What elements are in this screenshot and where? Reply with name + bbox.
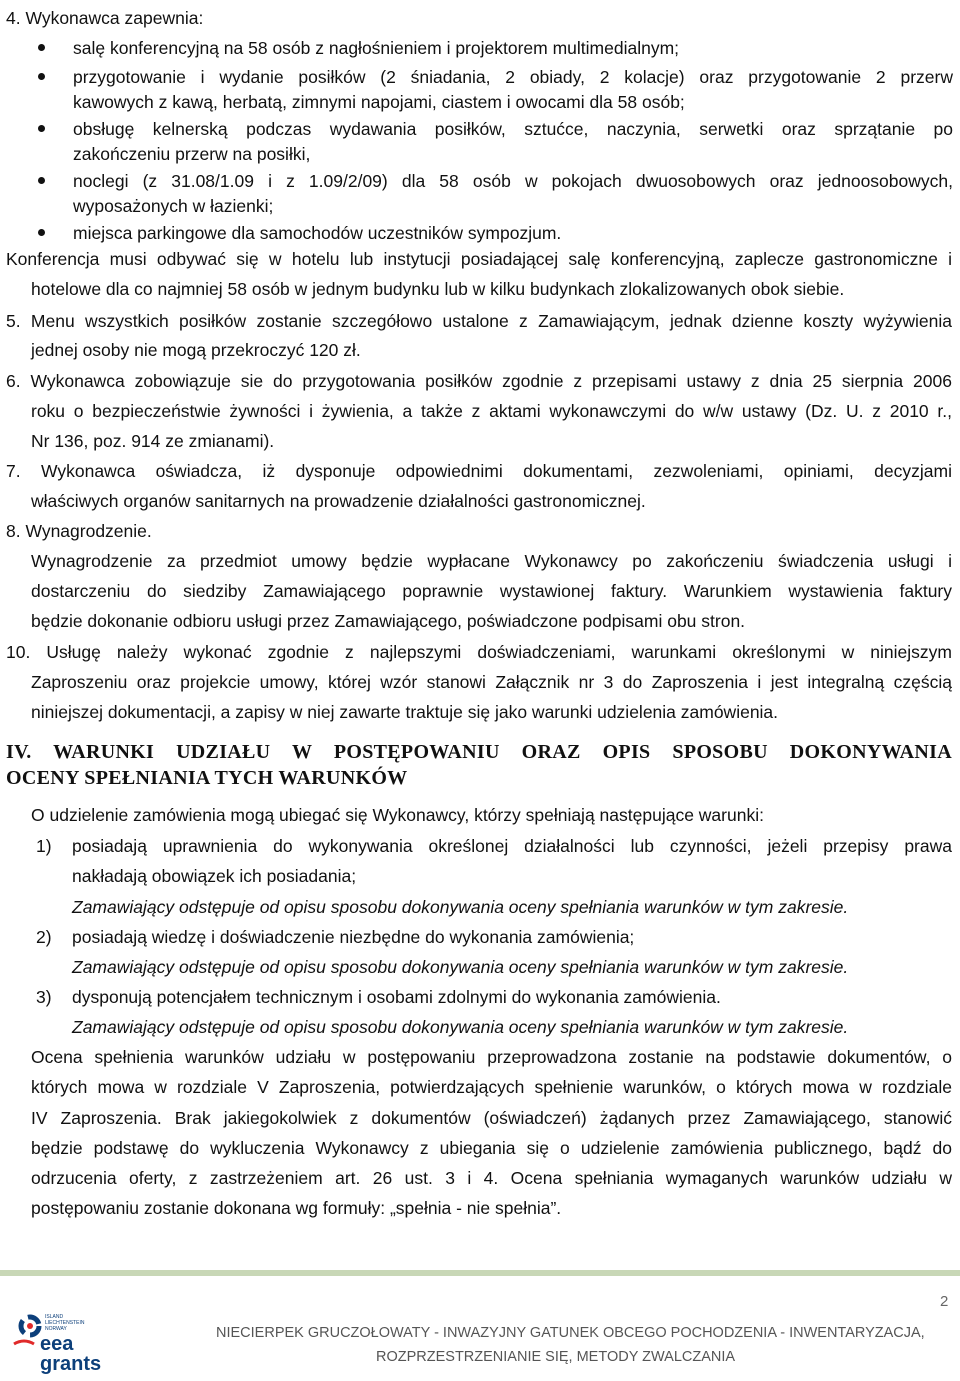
footer-divider xyxy=(0,1270,960,1276)
logo-country-2: LIECHTENSTEIN xyxy=(45,1320,85,1326)
condition-3-note: Zamawiający odstępuje od opisu sposobu dokonywania oceny spełniania warunków w tym zakresie. xyxy=(72,1017,849,1037)
bullet-icon xyxy=(38,44,45,51)
bullet-icon xyxy=(38,73,45,80)
section7-line-1: 7. Wykonawca oświadcza, iż dysponuje odpowiednimi dokumentami, zezwoleniami, opiniami, decyzjami xyxy=(6,461,952,481)
footer-title-line-1: NIECIERPEK GRUCZOŁOWATY - INWAZYJNY GATUNEK OBCEGO POCHODZENIA - INWENTARYZACJA, xyxy=(216,1325,925,1341)
closing-line-1: Ocena spełnienia warunków udziału w postępowaniu przeprowadzona zostanie na podstawie dokumentów, o xyxy=(31,1047,952,1067)
section5-line-2: jednej osoby nie mogą przekroczyć 120 zł. xyxy=(31,340,361,360)
section4-para-1: Konferencja musi odbywać się w hotelu lub instytucji posiadającej salę konferencyjną, zaplecze gastronomiczne i xyxy=(6,249,952,269)
section4-bullet-1: salę konferencyjną na 58 osób z nagłośnieniem i projektorem multimedialnym; xyxy=(73,38,680,58)
section8-line-2: dostarczeniu do siedziby Zamawiającego poprawnie wystawionej faktury. Warunkiem wystawienia faktury xyxy=(31,581,952,601)
section7-line-2: właściwych organów sanitarnych na prowadzenie działalności gastronomicznej. xyxy=(31,491,646,511)
closing-line-2: których mowa w rozdziale V Zaproszenia, potwierdzających spełnienie warunków, o których mowa w rozdziale xyxy=(31,1077,952,1097)
section4-para-2: hotelowe dla co najmniej 58 osób w jednym budynku lub w kilku budynkach zlokalizowanych obok siebie. xyxy=(31,279,845,299)
bullet-icon xyxy=(38,125,45,132)
closing-line-4: będzie podstawę do wykluczenia Wykonawcy z ubiegania się o udzielenie zamówienia publicznego, bądź do xyxy=(31,1138,952,1158)
section4-bullet-5: miejsca parkingowe dla samochodów uczestników sympozjum. xyxy=(73,223,562,243)
condition-3-line-1: dysponują potencjałem technicznym i osobami zdolnymi do wykonania zamówienia. xyxy=(72,987,721,1007)
section10-line-3: niniejszej dokumentacji, a zapisy w niej zawarte traktuje się jako warunki udzielenia zamówienia. xyxy=(31,702,779,722)
bullet-icon xyxy=(38,177,45,184)
condition-1-line-2: nakładają obowiązek ich posiadania; xyxy=(72,866,357,886)
section-heading-line-1: IV. WARUNKI UDZIAŁU W POSTĘPOWANIU ORAZ OPIS SPOSOBU DOKONYWANIA xyxy=(6,741,952,763)
section10-line-1: 10. Usługę należy wykonać zgodnie z najlepszymi doświadczeniami, warunkami określonymi w niniejszym xyxy=(6,642,952,662)
section6-line-1: 6. Wykonawca zobowiązuje sie do przygotowania posiłków zgodnie z przepisami ustawy z dnia 25 sierpnia 2006 xyxy=(6,371,952,391)
section4-bullet-3a: obsługę kelnerską podczas wydawania posiłków, sztućce, naczynia, serwetki oraz sprzątanie po xyxy=(73,119,953,139)
condition-2-line-1: posiadają wiedzę i doświadczenie niezbędne do wykonania zamówienia; xyxy=(72,927,635,947)
section4-intro: 4. Wykonawca zapewnia: xyxy=(6,8,204,28)
section8-line-3: będzie dokonanie odbioru usługi przez Zamawiającego, poświadczone podpisami obu stron. xyxy=(31,611,746,631)
condition-number: 3) xyxy=(36,987,52,1007)
section4-bullet-3b: zakończeniu przerw na posiłki, xyxy=(73,144,311,164)
section4-bullet-4a: noclegi (z 31.08/1.09 i z 1.09/2/09) dla 58 osób w pokojach dwuosobowych oraz jednoosobowych, xyxy=(73,171,953,191)
condition-1-note: Zamawiający odstępuje od opisu sposobu dokonywania oceny spełniania warunków w tym zakresie. xyxy=(72,897,849,917)
conditions-intro: O udzielenie zamówienia mogą ubiegać się Wykonawcy, którzy spełniają następujące warunki: xyxy=(31,805,764,825)
condition-number: 2) xyxy=(36,927,52,947)
condition-number: 1) xyxy=(36,836,52,856)
section6-line-3: Nr 136, poz. 914 ze zmianami). xyxy=(31,431,275,451)
footer-title-line-2: ROZPRZESTRZENIANIE SIĘ, METODY ZWALCZANIA xyxy=(376,1349,736,1365)
condition-2-note: Zamawiający odstępuje od opisu sposobu dokonywania oceny spełniania warunków w tym zakresie. xyxy=(72,957,849,977)
section6-line-2: roku o bezpieczeństwie żywności i żywienia, a także z aktami wykonawczymi do w/w ustawy (Dz. U. z 2010 r., xyxy=(31,401,952,421)
section8-line-1: Wynagrodzenie za przedmiot umowy będzie wypłacane Wykonawcy po zakończeniu świadczenia usługi i xyxy=(31,551,952,571)
closing-line-6: postępowaniu zostanie dokonana wg formuły: „spełnia - nie spełnia”. xyxy=(31,1198,562,1218)
section8-title: 8. Wynagrodzenie. xyxy=(6,521,152,541)
logo-country-3: NORWAY xyxy=(45,1326,67,1332)
section4-bullet-2a: przygotowanie i wydanie posiłków (2 śniadania, 2 obiady, 2 kolacje) oraz przygotowanie 2 przerw xyxy=(73,67,953,87)
page-number: 2 xyxy=(940,1293,949,1310)
logo-country-1: ISLAND xyxy=(45,1314,64,1320)
logo-word-eea: eea xyxy=(40,1333,74,1355)
section-heading-line-2: OCENY SPEŁNIANIA TYCH WARUNKÓW xyxy=(6,767,408,789)
closing-line-3: IV Zaproszenia. Brak jakiegokolwiek z dokumentów (oświadczeń) żądanych przez Zamawiającego, stanowić xyxy=(31,1108,952,1128)
section4-bullet-4b: wyposażonych w łazienki; xyxy=(73,196,274,216)
section10-line-2: Zaproszeniu oraz projekcie umowy, której wzór stanowi Załącznik nr 3 do Zaproszenia i jest integralną częścią xyxy=(31,672,952,692)
condition-1-line-1: posiadają uprawnienia do wykonywania określonej działalności lub czynności, jeżeli przepisy prawa xyxy=(72,836,952,856)
logo-word-grants: grants xyxy=(40,1353,102,1374)
section4-bullet-2b: kawowych z kawą, herbatą, zimnymi napojami, ciastem i owocami dla 58 osób; xyxy=(73,92,685,112)
section5-line-1: 5. Menu wszystkich posiłków zostanie szczegółowo ustalone z Zamawiającym, jednak dzienne koszty wyżywienia xyxy=(6,311,952,331)
bullet-icon xyxy=(38,229,45,236)
eea-grants-logo xyxy=(10,1308,110,1374)
closing-line-5: odrzucenia oferty, z zastrzeżeniem art. 26 ust. 3 i 4. Ocena spełniania wymaganych warunków udziału w xyxy=(31,1168,952,1188)
